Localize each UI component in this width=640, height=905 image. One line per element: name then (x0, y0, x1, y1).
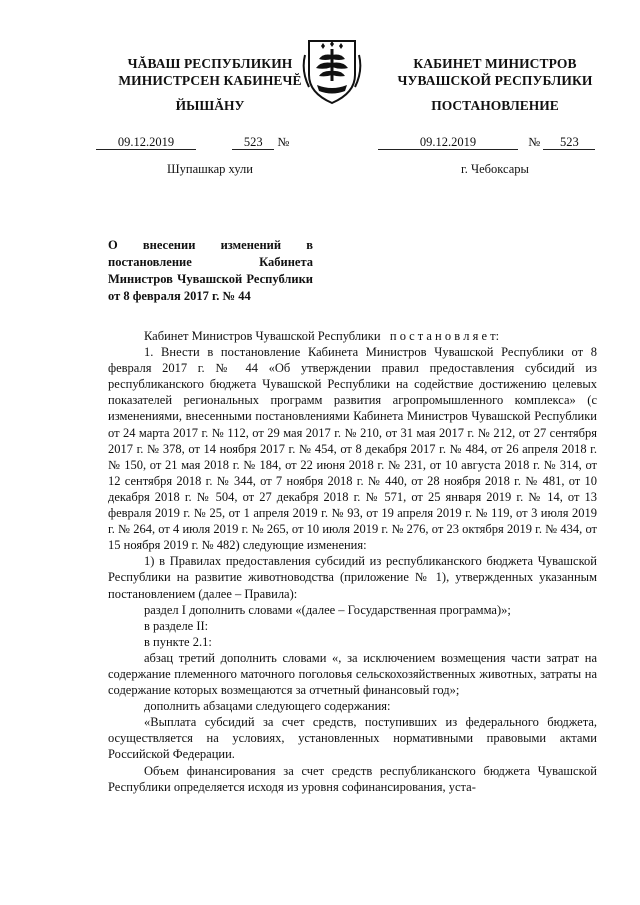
preamble (108, 328, 597, 344)
paragraph-1: 1. Внести в постановление Кабинета Министров Чувашской Республики от 8 февраля 2017 г. № 44 «Об утверждении правил предоставления субсидий из республиканского бюджета Чувашской Республики на содействие достижению целевых показателей региональных программ развития агропромышленного комплекса» (с изменениями, внесенными постановлениями Кабинета Министров Чувашской Республики от 24 марта 2017 г. № 112, от 29 мая 2017 г. № 210, от 31 мая 2017 г. № 212, от 27 сентября 2017 г. № 378, от 14 ноября 2017 г. № 454, от 8 декабря 2017 г. № 484, от 26 апреля 2018 г. № 150, от 21 мая 2018 г. № 184, от 22 июня 2018 г. № 231, от 10 августа 2018 г. № 314, от 12 сентября 2018 г. № 344, от 7 ноября 2018 г. № 440, от 28 ноября 2018 г. № 481, от 10 декабря 2018 г. № 504, от 27 декабря 2018 г. № 571, от 25 января 2019 г. № 14, от 13 февраля 2019 г. № 25, от 1 апреля 2019 г. № 93, от 19 апреля 2019 г. № 119, от 3 июля 2019 г. № 264, от 4 июля 2019 г. № 265, от 10 июля 2019 г. № 276, от 23 октября 2019 г. № 434, от 15 ноября 2019 г. № 482) следующие изменения: (108, 345, 597, 553)
header-right-line-2: ЧУВАШСКОЙ РЕСПУБЛИКИ (397, 73, 593, 88)
chuvash-coat-of-arms-icon (301, 35, 363, 107)
header-right-doc-type: ПОСТАНОВЛЕНИЕ (431, 98, 559, 113)
left-date-number-line (96, 135, 289, 150)
left-date: 09.12.2019 (96, 135, 196, 150)
paragraph-8: «Выплата субсидий за счет средств, поступивших из федерального бюджета, осуществляется на условиях, установленных нормативными правовыми актами Российской Федерации. (108, 715, 597, 762)
left-number-sign: № (277, 135, 290, 149)
right-date: 09.12.2019 (378, 135, 518, 150)
paragraph-3: раздел I дополнить словами «(далее – Государственная программа)»; (144, 602, 511, 617)
preamble-decree: п о с т а н о в л я е т: (389, 329, 500, 343)
header-left-authority (95, 55, 325, 89)
header-right-line-1: КАБИНЕТ МИНИСТРОВ (413, 56, 577, 71)
paragraph-6: абзац третий дополнить словами «, за исключением возмещения части затрат на содержание племенного маточного поголовья сельскохозяйственных животных, затраты на содержание которых возмещаются за отчетный финансовый год»; (108, 650, 597, 698)
right-city: г. Чебоксары (461, 162, 529, 176)
paragraph-5: в пункте 2.1: (144, 634, 212, 649)
paragraph-4: в разделе II: (144, 618, 209, 633)
header-right-authority (378, 55, 612, 89)
paragraph-7: дополнить абзацами следующего содержания: (144, 699, 391, 714)
header-left-line-1: ЧĂВАШ РЕСПУБЛИКИН (127, 56, 293, 71)
right-number-sign: № (528, 135, 541, 149)
paragraph-2: 1) в Правилах предоставления субсидий из республиканского бюджета Чувашской Республики на развитие животноводства (приложение № 1), утвержденных указанным постановлением (далее – Правила): (108, 554, 597, 601)
right-number: 523 (543, 135, 595, 150)
paragraph-9: Объем финансирования за счет средств республиканского бюджета Чувашской Республики определяется исходя из уровня софинансирования, уста- (108, 763, 597, 794)
right-date-number-line (378, 135, 595, 150)
header-left-line-2: МИНИСТРСЕН КАБИНЕЧĔ (118, 73, 302, 88)
document-body (108, 328, 597, 795)
header-left-doc-type: ЙЫШĂНУ (175, 98, 245, 113)
left-number: 523 (232, 135, 274, 150)
preamble-start: Кабинет Министров Чувашской Республики (144, 329, 381, 343)
document-title: О внесении изменений в постановление Кабинета Министров Чувашской Республики от 8 февраля 2017 г. № 44 (108, 238, 313, 303)
left-city: Шупашкар хули (167, 162, 253, 176)
